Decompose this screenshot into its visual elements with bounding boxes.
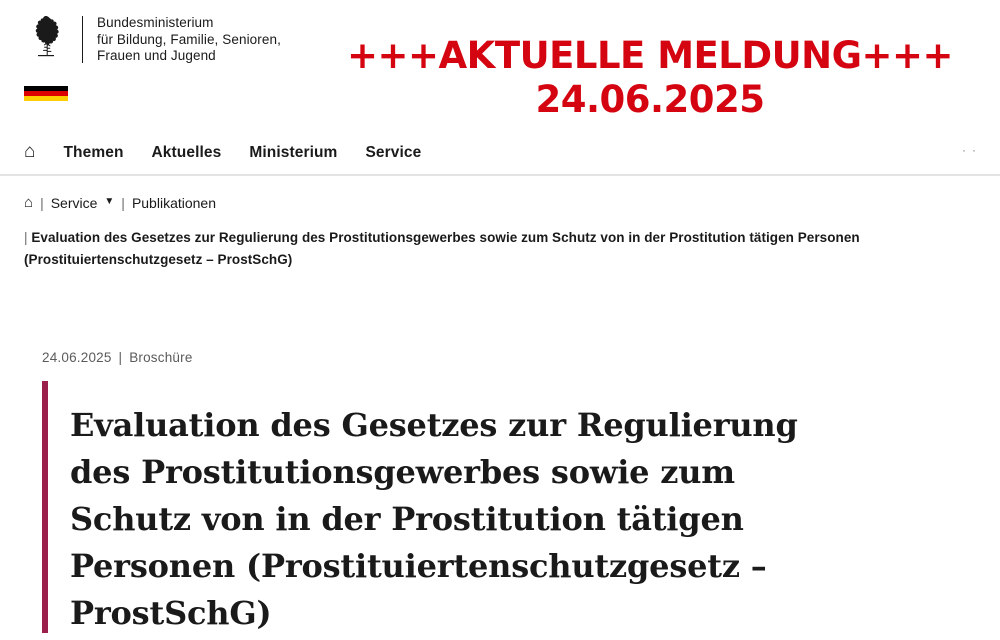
nav-item-ministerium[interactable]: Ministerium — [249, 143, 338, 161]
flag-stripe-gold — [24, 96, 68, 101]
ministry-name — [97, 14, 281, 65]
breadcrumb-separator-1: | — [40, 194, 44, 211]
ministry-name-line-2: für Bildung, Familie, Senioren, — [97, 31, 281, 47]
german-flag-bar — [24, 86, 68, 101]
page-title: Evaluation des Gesetzes zur Regulierung des Prostitutionsgewerbes sowie zum Schutz von in der Prostitution tätigen Personen (Prostituiertenschutzgesetz – ProstSchG) — [70, 406, 798, 633]
article-headline-block — [42, 381, 842, 640]
nav-item-aktuelles[interactable]: Aktuelles — [151, 143, 222, 161]
nav-overflow-indicator[interactable]: ·· — [962, 143, 982, 157]
federal-eagle-icon — [24, 14, 68, 60]
nav-item-themen[interactable]: Themen — [63, 143, 124, 161]
alert-banner-line-1: +++AKTUELLE MELDUNG+++ — [347, 34, 953, 77]
article-meta — [42, 350, 193, 365]
breadcrumb-item-service[interactable]: Service — [50, 194, 98, 211]
brand-divider — [82, 16, 83, 63]
breadcrumb-current-page — [24, 227, 1000, 271]
breadcrumb-item-publikationen[interactable]: Publikationen — [131, 194, 216, 211]
alert-banner-line-2: 24.06.2025 — [535, 78, 765, 121]
headline-accent-rule — [42, 381, 48, 633]
nav-item-service[interactable]: Service — [365, 143, 422, 161]
breadcrumb-separator-2: | — [121, 194, 125, 211]
breadcrumb-separator-3: | — [24, 230, 28, 245]
ministry-name-line-1: Bundesministerium — [97, 15, 214, 30]
article-type: Broschüre — [129, 350, 193, 365]
article-meta-separator: | — [118, 350, 123, 365]
breadcrumb — [24, 194, 984, 211]
breadcrumb-current-page-label: Evaluation des Gesetzes zur Regulierung des Prostitutionsgewerbes sowie zum Schutz von in der Prostitution tätigen Personen (Prostituiertenschutzgesetz – ProstSchG) — [24, 230, 860, 267]
brand-logo[interactable] — [24, 14, 281, 65]
site-header — [0, 0, 1000, 176]
article-date: 24.06.2025 — [42, 350, 112, 365]
breadcrumb-home-icon[interactable]: ⌂ — [24, 194, 34, 211]
alert-banner — [300, 34, 1000, 122]
chevron-down-icon[interactable]: ▼ — [104, 196, 115, 207]
main-navigation — [0, 131, 1000, 176]
ministry-name-line-3: Frauen und Jugend — [97, 48, 216, 63]
home-icon[interactable]: ⌂ — [24, 141, 36, 162]
